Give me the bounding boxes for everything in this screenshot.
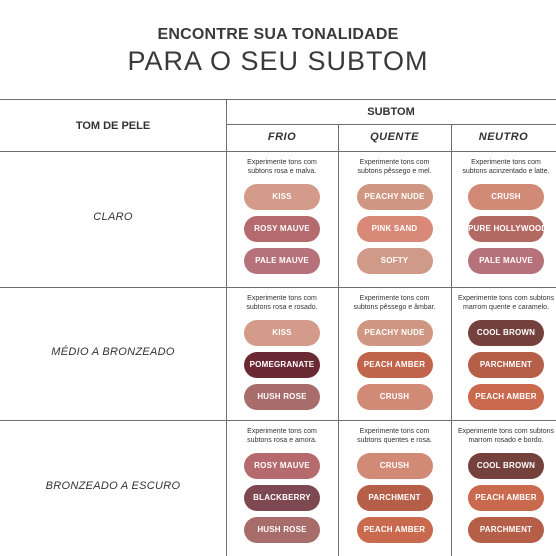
suggestion-line: Experimente tons com bbox=[247, 295, 317, 302]
divider bbox=[0, 151, 556, 152]
shade-swatch[interactable]: BLACKBERRY bbox=[244, 485, 320, 511]
shade-swatch[interactable]: PARCHMENT bbox=[468, 517, 544, 543]
undertone-header: SUBTOM bbox=[367, 106, 415, 118]
suggestion-line: subtons rosa e rosado. bbox=[246, 304, 318, 311]
suggestion-line: subtons acinzentado e latte. bbox=[462, 168, 550, 175]
heading-line-1: ENCONTRE SUA TONALIDADE bbox=[157, 26, 399, 43]
shade-swatch[interactable]: PEACH AMBER bbox=[357, 352, 433, 378]
suggestion-line: subtons pêssego e mel. bbox=[357, 168, 432, 175]
divider bbox=[0, 287, 556, 288]
suggestion-line: subtons rosa e amora. bbox=[247, 437, 317, 444]
suggestion-text-warm bbox=[339, 294, 451, 312]
skin-tone-label: MÉDIO A BRONZEADO bbox=[51, 345, 175, 358]
suggestion-line: Experimente tons com bbox=[471, 159, 541, 166]
shade-swatch[interactable]: CRUSH bbox=[468, 184, 544, 210]
shade-swatch[interactable]: PALE MAUVE bbox=[468, 248, 544, 274]
suggestion-line: Experimente tons com bbox=[359, 159, 430, 166]
suggestion-text-cool bbox=[226, 158, 338, 176]
skin-tone-label: CLARO bbox=[93, 211, 133, 223]
divider bbox=[0, 99, 556, 100]
divider bbox=[451, 124, 452, 556]
suggestion-line: subtons rosa e malva. bbox=[247, 168, 317, 175]
shade-swatch[interactable]: PEACH AMBER bbox=[468, 384, 544, 410]
suggestion-line: subtons quentes e rosa. bbox=[357, 437, 432, 444]
suggestion-line: Experimente tons com subtons bbox=[457, 295, 555, 302]
suggestion-line: Experimente tons com bbox=[359, 428, 430, 435]
shade-swatch[interactable]: PALE MAUVE bbox=[244, 248, 320, 274]
suggestion-line: marrom quente e caramelo. bbox=[463, 304, 549, 311]
suggestion-text-cool bbox=[226, 294, 338, 312]
suggestion-text-neutral bbox=[450, 158, 556, 176]
skin-tone-header: TOM DE PELE bbox=[75, 120, 151, 132]
shade-swatch[interactable]: PEACHY NUDE bbox=[357, 184, 433, 210]
shade-swatch[interactable]: PEACH AMBER bbox=[357, 517, 433, 543]
shade-swatch[interactable]: CRUSH bbox=[357, 453, 433, 479]
shade-swatch[interactable]: PARCHMENT bbox=[468, 352, 544, 378]
suggestion-text-neutral bbox=[450, 427, 556, 445]
shade-swatch[interactable]: POMEGRANATE bbox=[244, 352, 320, 378]
divider bbox=[338, 124, 339, 556]
shade-swatch[interactable]: PURE HOLLYWOOD bbox=[468, 216, 544, 242]
suggestion-text-warm bbox=[339, 427, 451, 445]
subheader-neutral: NEUTRO bbox=[478, 131, 529, 143]
suggestion-line: Experimente tons com subtons bbox=[457, 428, 555, 435]
suggestion-text-cool bbox=[226, 427, 338, 445]
shade-swatch[interactable]: KISS bbox=[244, 320, 320, 346]
divider bbox=[0, 420, 556, 421]
suggestion-line: Experimente tons com bbox=[247, 428, 317, 435]
shade-swatch[interactable]: COOL BROWN bbox=[468, 453, 544, 479]
suggestion-line: marrom rosado e bordo. bbox=[468, 437, 544, 444]
shade-swatch[interactable]: KISS bbox=[244, 184, 320, 210]
skin-tone-label: BRONZEADO A ESCURO bbox=[45, 480, 181, 492]
shade-swatch[interactable]: ROSY MAUVE bbox=[244, 453, 320, 479]
subheader-warm: QUENTE bbox=[370, 131, 419, 143]
shade-swatch[interactable]: PINK SAND bbox=[357, 216, 433, 242]
heading-line-2: PARA O SEU SUBTOM bbox=[127, 46, 429, 76]
shade-swatch[interactable]: COOL BROWN bbox=[468, 320, 544, 346]
divider bbox=[226, 124, 556, 125]
suggestion-text-neutral bbox=[450, 294, 556, 312]
subheader-cool: FRIO bbox=[267, 131, 297, 143]
shade-swatch[interactable]: HUSH ROSE bbox=[244, 384, 320, 410]
suggestion-line: subtons pêssego e âmbar. bbox=[353, 304, 436, 311]
shade-swatch[interactable]: PEACHY NUDE bbox=[357, 320, 433, 346]
shade-swatch[interactable]: CRUSH bbox=[357, 384, 433, 410]
shade-swatch[interactable]: ROSY MAUVE bbox=[244, 216, 320, 242]
shade-swatch[interactable]: HUSH ROSE bbox=[244, 517, 320, 543]
suggestion-line: Experimente tons com bbox=[247, 159, 317, 166]
shade-swatch[interactable]: PARCHMENT bbox=[357, 485, 433, 511]
shade-swatch[interactable]: SOFTY bbox=[357, 248, 433, 274]
suggestion-text-warm bbox=[339, 158, 451, 176]
suggestion-line: Experimente tons com bbox=[359, 295, 430, 302]
shade-swatch[interactable]: PEACH AMBER bbox=[468, 485, 544, 511]
